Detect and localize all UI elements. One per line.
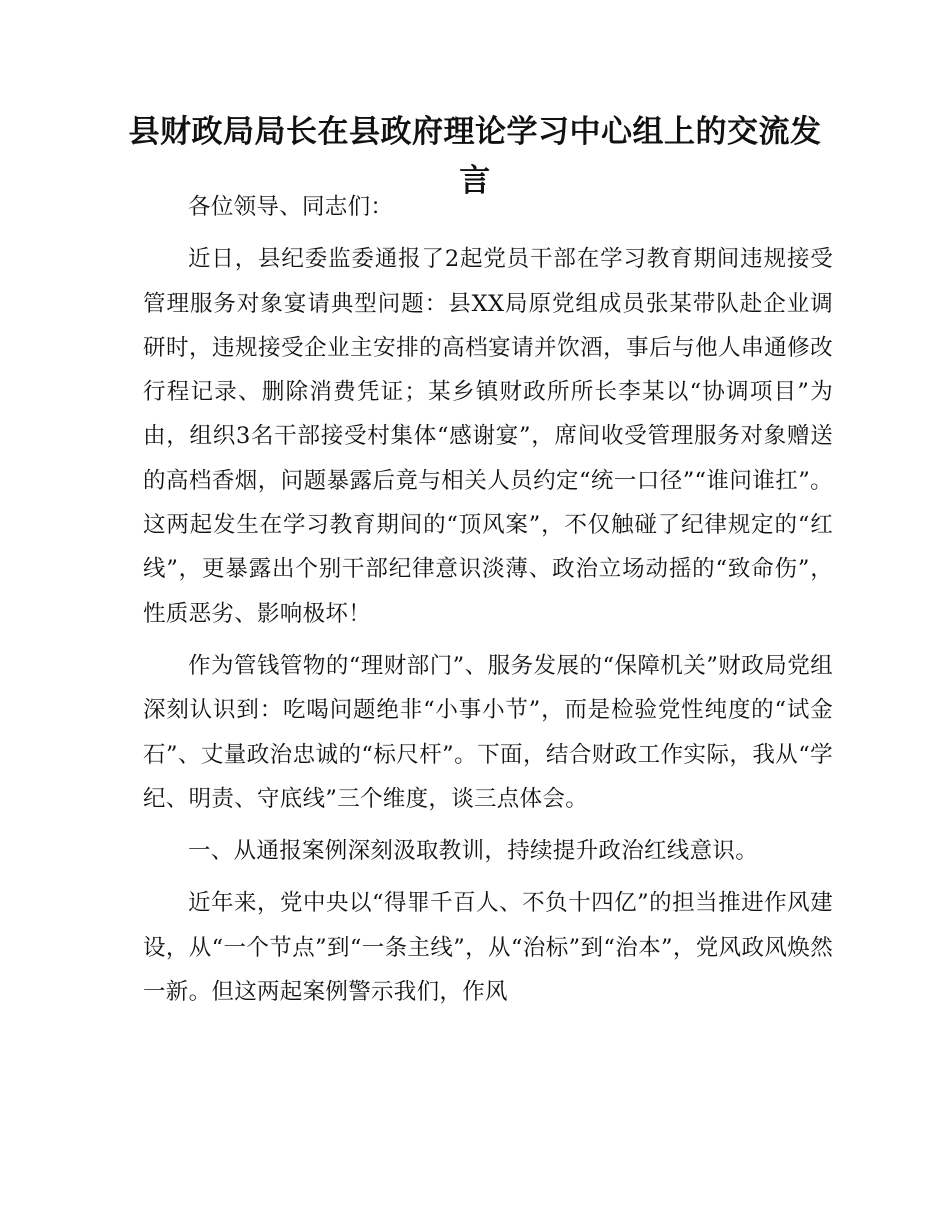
- body-paragraph: 近日，县纪委监委通报了2起党员干部在学习教育期间违规接受管理服务对象宴请典型问题：县XX局原党组成员张某带队赴企业调研时，违规接受企业主安排的高档宴请并饮酒，事后与他人串通修改行程记录、删除消费凭证；某乡镇财政所所长李某以“协调项目”为由，组织3名干部接受村集体“感谢宴”，席间收受管理服务对象赠送的高档香烟，问题暴露后竟与相关人员约定“统一口径”“谁问谁扛”。这两起发生在学习教育期间的“顶风案”，不仅触碰了纪律规定的“红线”，更暴露出个别干部纪律意识淡薄、政治立场动摇的“致命伤”，性质恶劣、影响极坏！: [143, 246, 833, 627]
- body-paragraph: 近年来，党中央以“得罪千百人、不负十四亿”的担当推进作风建设，从“一个节点”到“一条主线”，从“治标”到“治本”，党风政风焕然一新。但这两起案例警示我们，作风: [143, 890, 833, 1006]
- body-paragraph: 作为管钱管物的“理财部门”、服务发展的“保障机关”财政局党组深刻认识到：吃喝问题绝非“小事小节”，而是检验党性纯度的“试金石”、丈量政治忠诚的“标尺杆”。下面，结合财政工作实际，我从“学纪、明责、守底线”三个维度，谈三点体会。: [143, 652, 833, 812]
- salutation-paragraph: 各位领导、同志们：: [188, 194, 394, 220]
- document-title: 县财政局局长在县政府理论学习中心组上的交流发言: [128, 114, 822, 199]
- section-heading: 一、从通报案例深刻汲取教训，持续提升政治红线意识。: [188, 838, 759, 865]
- document-body: [143, 185, 833, 1022]
